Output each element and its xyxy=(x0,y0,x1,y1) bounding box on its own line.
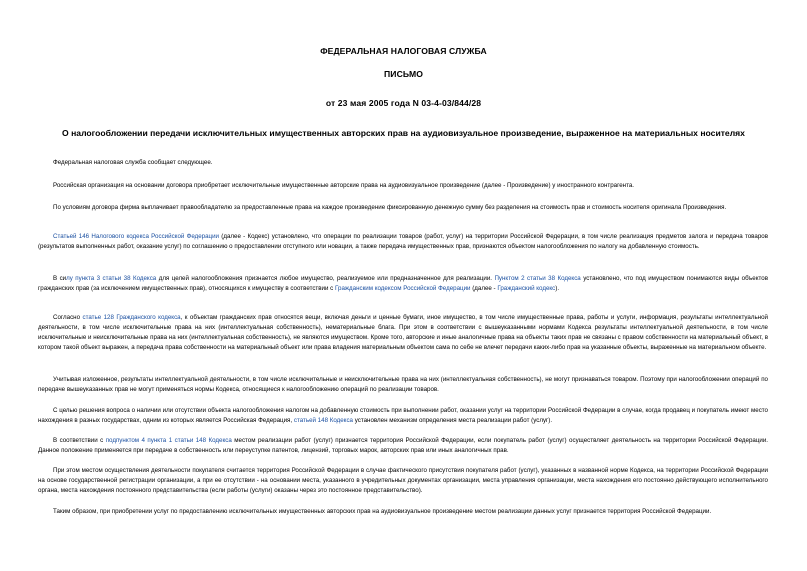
paragraph-2 xyxy=(38,181,768,191)
link-clause-2-article-38[interactable]: Пунктом 2 статьи 38 Кодекса xyxy=(494,275,581,282)
paragraph-text: местом реализации работ (услуг) признается территория Российской Федерации, если покупатель работ (услуг) осуществляет деятельность на территории Российской Федерации. Данное положение применяется при передаче в собственность или переуступке патентов, лицензий, торговых марок, авторских прав или иных аналогичных прав. xyxy=(38,437,769,454)
link-clause-3-article-38[interactable]: лу пункта 3 статьи 38 Кодекса xyxy=(66,275,157,282)
document-type: ПИСЬМО xyxy=(384,69,423,79)
paragraph-text: ). xyxy=(555,285,560,292)
paragraph-8 xyxy=(38,406,768,426)
paragraph-text: Согласно xyxy=(53,314,83,321)
paragraph-text: для целей налогообложения признается любое имущество, реализуемое или предназначенное для реализации. xyxy=(156,275,495,282)
paragraph-4 xyxy=(38,232,768,252)
paragraph-text: В си xyxy=(53,275,67,282)
paragraph-6 xyxy=(38,313,768,353)
paragraph-text: Российская организация на основании договора приобретает исключительные имущественные авторские права на аудиовизуальное произведение (далее - Произведение) у иностранного контрагента. xyxy=(53,182,635,189)
paragraph-11 xyxy=(38,507,768,517)
paragraph-text: По условиям договора фирма выплачивает правообладателю за предоставленные права на каждое произведение фиксированную денежную сумму без разделения на стоимость прав и стоимость носителя оригинала Произведения. xyxy=(53,204,727,211)
paragraph-1 xyxy=(38,158,768,168)
paragraph-text: (далее - Кодекс) установлено, что операции по реализации товаров (работ, услуг) на территории Российской Федерации, в том числе реализация предметов залога и передача товаров (результатов выполненных работ, оказание услуг) по соглашению о предоставлении отступного или новации, а также передача имущественных прав, признаются объектом налогообложения по налогу на добавленную стоимость. xyxy=(38,233,769,250)
paragraph-9 xyxy=(38,436,768,456)
paragraph-5 xyxy=(38,274,768,294)
paragraph-text: (далее - xyxy=(470,285,498,292)
agency-heading: ФЕДЕРАЛЬНАЯ НАЛОГОВАЯ СЛУЖБА xyxy=(320,46,487,56)
document-date-number: от 23 мая 2005 года N 03-4-03/844/28 xyxy=(325,98,482,108)
paragraph-10 xyxy=(38,466,768,496)
paragraph-text: С целью решения вопроса о наличии или отсутствии объекта налогообложения налогом на добавленную стоимость при выполнении работ, оказании услуг на территории Российской Федерации в случае, когда продавец и покупатель имеют место нахождения в разных государствах, одним из которых является Российская Федерация, xyxy=(38,407,768,424)
link-article-146-tax-code[interactable]: Статьей 146 Налогового кодекса Российской Федерации xyxy=(53,233,220,240)
link-article-148[interactable]: статьей 148 Кодекса xyxy=(293,417,353,424)
paragraph-text: установлен механизм определения места реализации работ (услуг). xyxy=(353,417,553,424)
paragraph-text: В соответствии с xyxy=(53,437,106,444)
paragraph-text: установлено, что под имуществом понимаются виды объектов гражданских прав (за исключением имущественных прав), относящихся к имуществу в соответствии с xyxy=(38,275,768,292)
link-article-128-civil-code[interactable]: статье 128 Гражданского кодекса xyxy=(82,314,181,321)
link-civil-code-short[interactable]: Гражданский кодекс xyxy=(497,285,556,292)
link-civil-code[interactable]: Гражданским кодексом Российской Федерации xyxy=(335,285,471,292)
paragraph-text: Учитывая изложенное, результаты интеллектуальной деятельности, в том числе исключительные и неисключительные права на них (интеллектуальная собственность), не могут признаваться товаром. Поэтому при налогообложении операций по передаче вышеуказанных прав не могут применяться нормы Кодекса, относящиеся к налогообложению операций по реализации товаров. xyxy=(38,376,768,393)
paragraph-text: При этом местом осуществления деятельности покупателя считается территория Российской Федерации в случае фактического присутствия покупателя работ (услуг), указанных в названной норме Кодекса, на территории Российской Федерации на основе государственной регистрации организации, а при ее отсутствии - на основании места, указанного в учредительных документах организации, места управления организации, места нахождения его постоянно действующего исполнительного органа, места нахождения постоянного представительства (если работы (услуги) оказаны через это постоянное представительство). xyxy=(38,467,768,494)
paragraph-7 xyxy=(38,375,768,395)
paragraph-text: Федеральная налоговая служба сообщает следующее. xyxy=(53,159,213,166)
paragraph-text: Таким образом, при приобретении услуг по предоставлению исключительных имущественных авторских прав на аудиовизуальное произведение местом реализации данных услуг признается территория Российской Федерации. xyxy=(53,508,712,515)
paragraph-3 xyxy=(38,203,768,213)
document-title: О налогообложении передачи исключительных имущественных авторских прав на аудиовизуальное произведение, выраженное на материальных носителях xyxy=(62,128,745,138)
paragraph-text: , к объектам гражданских прав относятся вещи, включая деньги и ценные бумаги, иное имущество, в том числе имущественные права, работы и услуги, информация, результаты интеллектуальной деятельности, в том числе исключительные права на них (интеллектуальная собственность), нематериальные блага. При этом в соответствии с вышеуказанными нормами Кодекса результаты интеллектуальной деятельности, в том числе исключительные и неисключительные права на них (интеллектуальная собственность), не являются имуществом. Кроме того, авторские и иные аналогичные права на объекты таких прав не связаны с правом собственности на материальный объект, в котором такой объект выражен, а передача права собственности на материальный объект или права владения материальным объектом сама по себе не влечет передачи каких-либо прав на указанные объекты, выраженные на материальном объекте. xyxy=(38,314,768,351)
link-subclause-4-clause-1-article-148[interactable]: подпунктом 4 пункта 1 статьи 148 Кодекса xyxy=(105,437,232,444)
